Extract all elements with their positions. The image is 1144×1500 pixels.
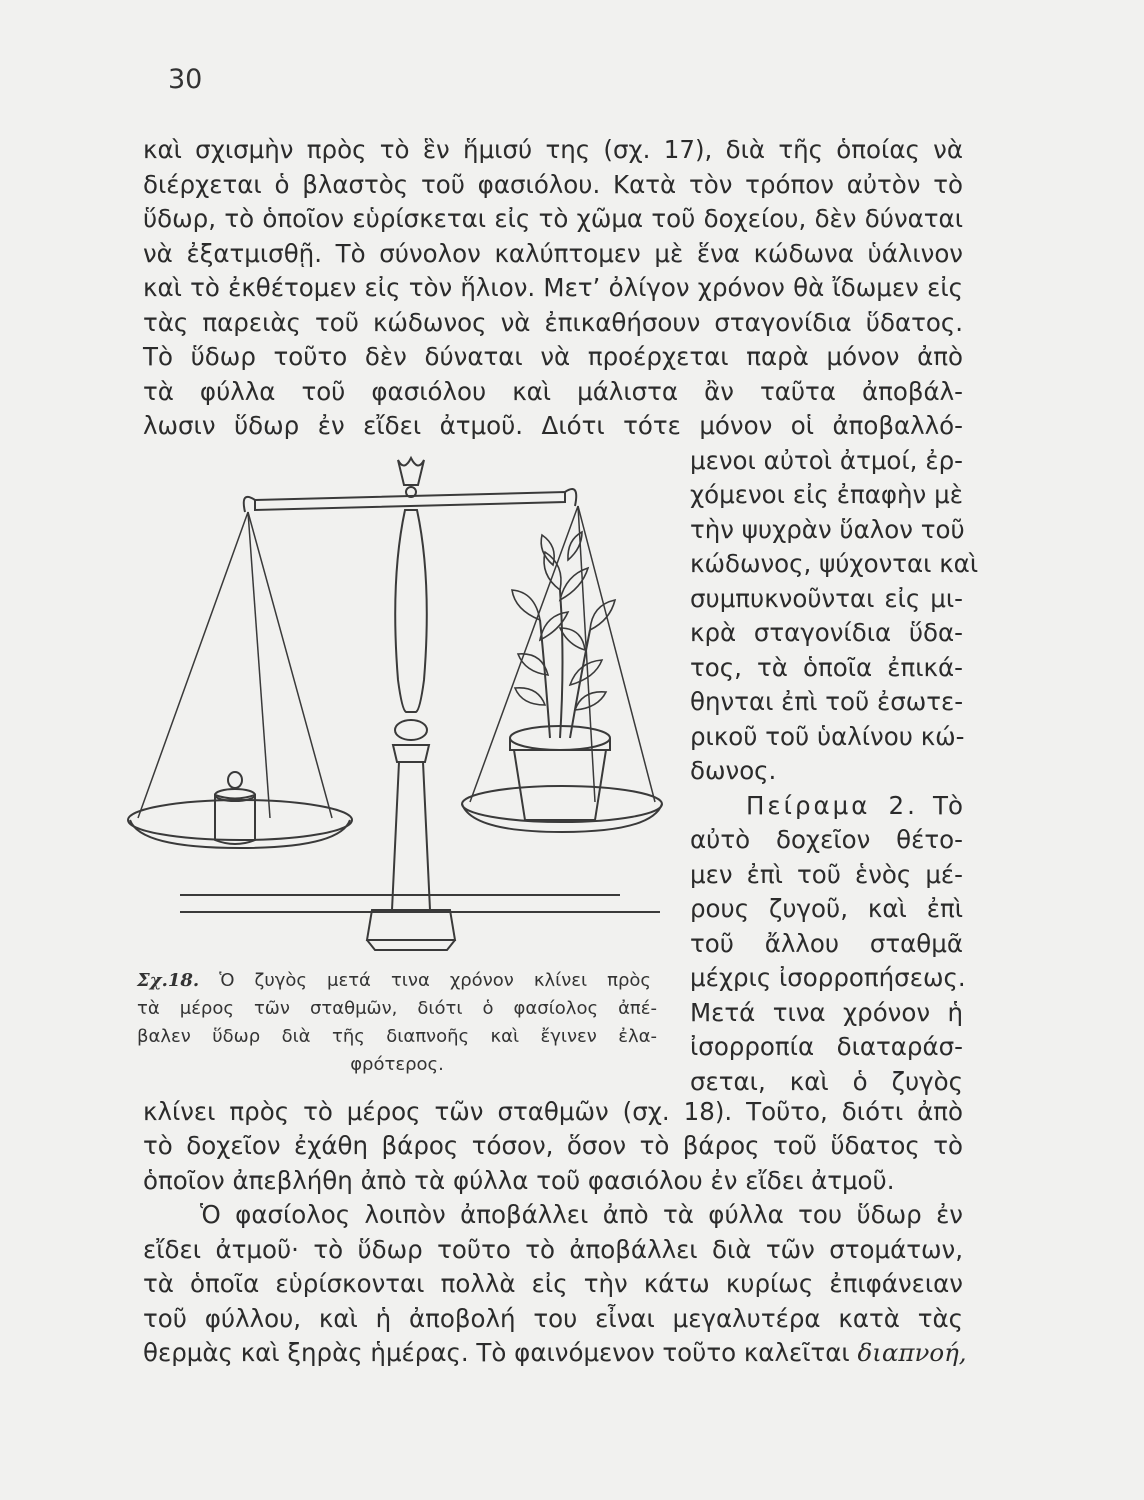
wrap-text-line: ρικοῦ τοῦ ὑαλίνου κώ- (690, 722, 965, 751)
wrap-text-line: τὴν ψυχρὰν ὕαλον τοῦ (690, 515, 965, 544)
left-chain (248, 512, 270, 818)
text-line: κλίνει πρὸς τὸ μέρος τῶν σταθμῶν (σχ. 18). Τοῦτο, διότι ἀπὸ (143, 1097, 963, 1126)
experiment-heading-rest: Τὸ (933, 791, 963, 820)
balance-scale-illustration (120, 440, 670, 965)
right-chain (578, 506, 595, 802)
scale-column-lower (392, 762, 430, 910)
text-line: διέρχεται ὁ βλαστὸς τοῦ φασιόλου. Κατὰ τὸν τρόπον αὐτὸν τὸ (143, 170, 963, 199)
text-line: τὸ δοχεῖον ἐχάθη βάρος τόσον, ὅσον τὸ βάρος τοῦ ὕδατος τὸ (143, 1131, 963, 1160)
left-chain (248, 512, 332, 818)
caption-text: Ὁ ζυγὸς μετά τινα χρόνον κλίνει πρὸς (219, 970, 651, 991)
experiment-line: μεν ἐπὶ τοῦ ἑνὸς μέ- (690, 860, 963, 889)
experiment-line: ρους ζυγοῦ, καὶ ἐπὶ (690, 894, 963, 923)
text-line-last (143, 1336, 967, 1370)
text-line: λωσιν ὕδωρ ἐν εἴδει ἀτμοῦ. Διότι τότε μόνον οἱ ἀποβαλλό- (143, 411, 963, 440)
experiment-line: αὐτὸ δοχεῖον θέτο- (690, 825, 963, 854)
text-line: τὰ φύλλα τοῦ φασιόλου καὶ μάλιστα ἂν ταῦτα ἀποβάλ- (143, 377, 963, 406)
figure-caption-line (137, 968, 651, 993)
wrap-text-line: τος, τὰ ὁποῖα ἐπικά- (690, 653, 963, 682)
wrap-text-line: χόμενοι εἰς ἐπαφὴν μὲ (690, 480, 963, 509)
figure-caption-line: φρότερος. (350, 1054, 444, 1075)
text-line: τὰ ὁποῖα εὑρίσκονται πολλὰ εἰς τὴν κάτω κυρίως ἐπιφάνειαν (143, 1269, 963, 1298)
text-line: εἴδει ἀτμοῦ· τὸ ὕδωρ τοῦτο τὸ ἀποβάλλει διὰ τῶν στομάτων, (143, 1235, 963, 1264)
column-collar (393, 745, 429, 762)
experiment-heading-line (690, 789, 963, 823)
scale-finial (398, 458, 424, 485)
weight-icon (215, 795, 255, 844)
figure-caption-line: βαλεν ὕδωρ διὰ τῆς διαπνοῆς καὶ ἔγινεν ἐλα- (137, 1026, 657, 1047)
scale-column-upper (395, 510, 427, 712)
experiment-heading: Πείραμα 2. (746, 791, 918, 820)
scale-beam (255, 492, 565, 510)
experiment-line: μέχρις ἰσορροπήσεως. (690, 963, 966, 992)
weight-knob (228, 772, 242, 788)
figure-label: Σχ.18. (137, 970, 200, 991)
pot-band (510, 738, 610, 750)
right-pan (462, 786, 662, 822)
text-line: Ὁ φασίολος λοιπὸν ἀποβάλλει ἀπὸ τὰ φύλλα του ὕδωρ ἐν (200, 1200, 963, 1229)
page-number: 30 (168, 64, 203, 95)
column-knob (395, 720, 427, 740)
text-line: Τὸ ὕδωρ τοῦτο δὲν δύναται νὰ προέρχεται παρὰ μόνον ἀπὸ (143, 342, 963, 371)
text-line: νὰ ἐξατμισθῇ. Τὸ σύνολον καλύπτομεν μὲ ἕνα κώδωνα ὑάλινον (143, 239, 963, 268)
experiment-line: τοῦ ἄλλου σταθμᾶ (690, 929, 963, 958)
bean-plant-leaves (512, 532, 615, 710)
text-line: καὶ τὸ ἐκθέτομεν εἰς τὸν ἥλιον. Μετ’ ὀλίγον χρόνον θὰ ἴδωμεν εἰς (143, 273, 963, 302)
left-hook-icon (244, 497, 255, 512)
experiment-line: Μετά τινα χρόνον ἡ (690, 998, 963, 1027)
last-line-text: θερμὰς καὶ ξηρὰς ἡμέρας. Τὸ φαινόμενον τοῦτο καλεῖται (143, 1338, 850, 1367)
right-pan-rim (462, 804, 662, 832)
left-pan (128, 800, 352, 840)
wrap-text-line: κρὰ σταγονίδια ὕδα- (690, 618, 963, 647)
wrap-text-line: μενοι αὐτοὶ ἀτμοί, ἐρ- (690, 446, 963, 475)
text-line: τὰς παρειὰς τοῦ κώδωνος νὰ ἐπικαθήσουν σταγονίδια ὕδατος. (143, 308, 963, 337)
term-diapnoi: διαπνοή, (857, 1338, 967, 1367)
wrap-text-line: κώδωνος, ψύχονται καὶ (690, 549, 979, 578)
scale-base-edge (367, 940, 455, 950)
wrap-text-line: θηνται ἐπὶ τοῦ ἐσωτε- (690, 687, 964, 716)
text-line: καὶ σχισμὴν πρὸς τὸ ἓν ἥμισύ της (σχ. 17), διὰ τῆς ὁποίας νὰ (143, 135, 963, 164)
wrap-text-line: συμπυκνοῦνται εἰς μι- (690, 584, 963, 613)
right-hook-icon (565, 489, 576, 506)
right-chain (578, 506, 655, 802)
text-line: ὕδωρ, τὸ ὁποῖον εὑρίσκεται εἰς τὸ χῶμα τοῦ δοχείου, δὲν δύναται (143, 204, 963, 233)
experiment-line: σεται, καὶ ὁ ζυγὸς (690, 1067, 963, 1096)
scale-base (367, 910, 455, 940)
text-line: ὁποῖον ἀπεβλήθη ἀπὸ τὰ φύλλα τοῦ φασιόλου ἐν εἴδει ἀτμοῦ. (143, 1166, 895, 1195)
figure-caption-line: τὰ μέρος τῶν σταθμῶν, διότι ὁ φασίολος ἀπέ- (137, 998, 657, 1019)
text-line: τοῦ φύλλου, καὶ ἡ ἀποβολή του εἶναι μεγαλυτέρα κατὰ τὰς (143, 1304, 963, 1333)
wrap-text-line: δωνος. (690, 756, 777, 785)
experiment-line: ἰσορροπία διαταράσ- (690, 1032, 963, 1061)
